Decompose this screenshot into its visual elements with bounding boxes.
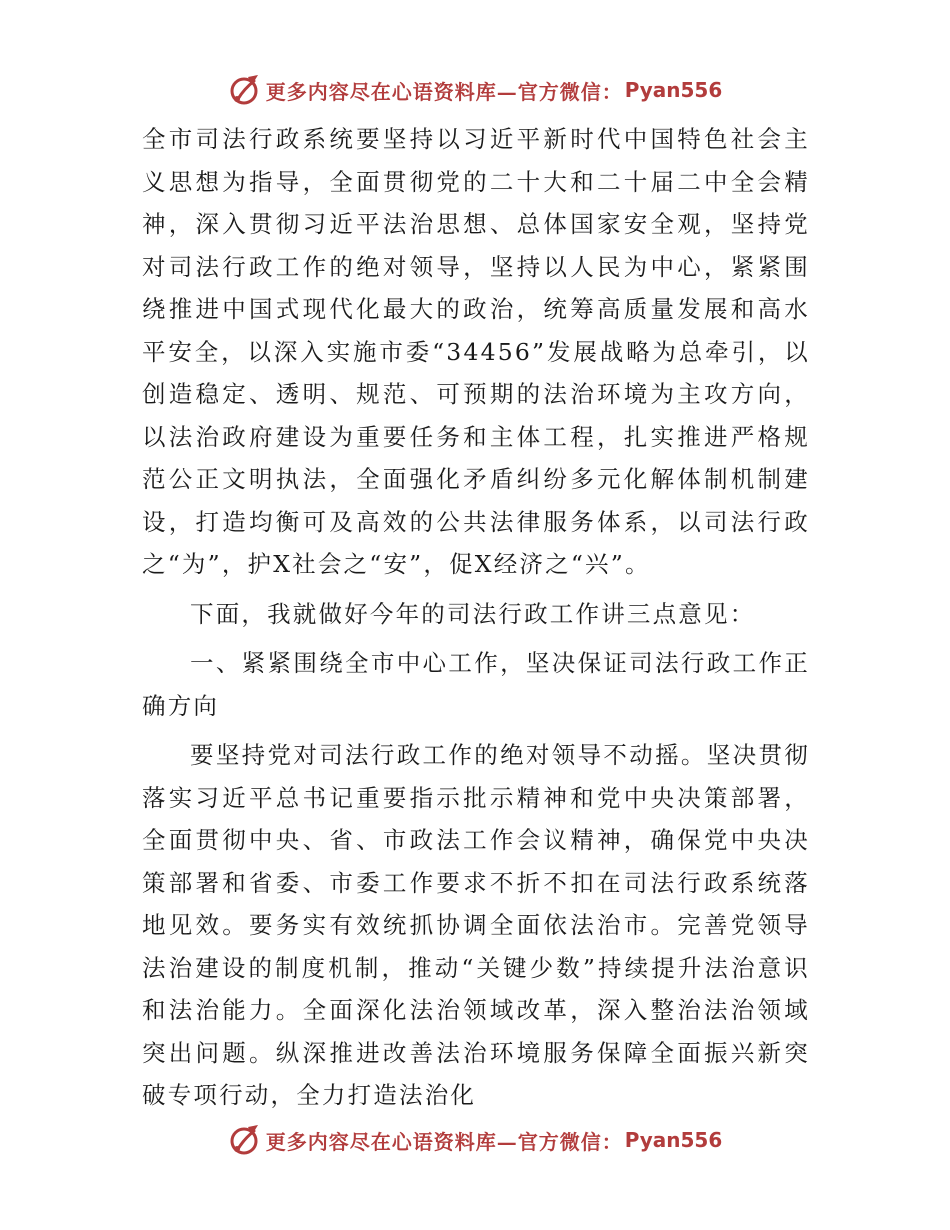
watermark-text: 更多内容尽在心语资料库—官方微信： [265,1129,623,1154]
watermark-handle: Pyan556 [624,1128,723,1152]
paragraph-section-1: 要坚持党对司法行政工作的绝对领导不动摇。坚决贯彻落实习近平总书记重要指示批示精神和党中央决策部署，全面贯彻中央、省、市政法工作会议精神，确保党中央决策部署和省委、市委工作要求不折不扣在司法行政系统落地见效。要务实有效统抓协调全面依法治市。完善党领导法治建设的制度机制，推动“关键少数”持续提升法治意识和法治能力。全面深化法治领域改革，深入整治法治领域突出问题。纵深推进改善法治环境服务保障全面振兴新突破专项行动，全力打造法治化 [142,741,810,1109]
section-heading-1: 一、紧紧围绕全市中心工作，坚决保证司法行政工作正确方向 [142,649,810,720]
watermark-footer [0,1120,950,1160]
watermark-text: 更多内容尽在心语资料库—官方微信： [265,79,623,104]
brush-logo-icon [228,73,262,107]
watermark-header [0,70,950,110]
watermark-handle: Pyan556 [624,78,723,102]
document-body [142,118,810,1117]
paragraph-transition: 下面，我就做好今年的司法行政工作讲三点意见： [190,599,756,628]
brush-logo-icon [228,1123,262,1157]
paragraph-intro: 全市司法行政系统要坚持以习近平新时代中国特色社会主义思想为指导，全面贯彻党的二十大和二十届二中全会精神，深入贯彻习近平法治思想、总体国家安全观，坚持党对司法行政工作的绝对领导，坚持以人民为中心，紧紧围绕推进中国式现代化最大的政治，统筹高质量发展和高水平安全，以深入实施市委“34456”发展战略为总牵引，以创造稳定、透明、规范、可预期的法治环境为主攻方向，以法治政府建设为重要任务和主体工程，扎实推进严格规范公正文明执法，全面强化矛盾纠纷多元化解体制机制建设，打造均衡可及高效的公共法律服务体系，以司法行政之“为”，护X社会之“安”，促X经济之“兴”。 [142,125,810,578]
